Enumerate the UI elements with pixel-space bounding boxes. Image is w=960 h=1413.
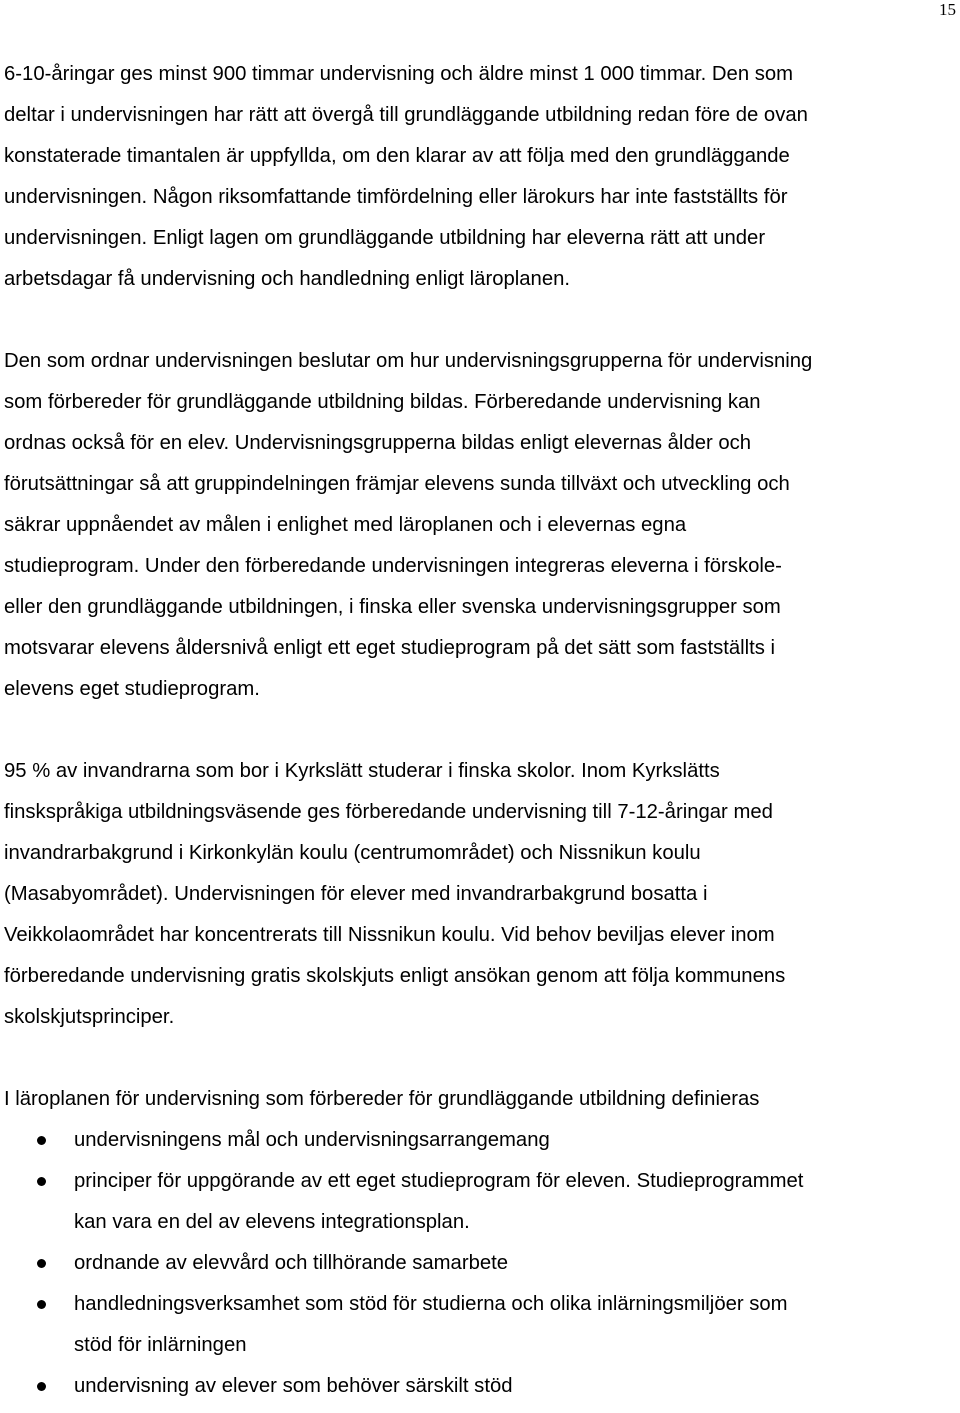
bullet-item (4, 1284, 956, 1366)
text-line: ordnande av elevvård och tillhörande samarbete (74, 1252, 509, 1274)
text-line: 95 % av invandrarna som bor i Kyrkslätt studerar i finska skolor. Inom Kyrkslätts (4, 760, 720, 782)
text-line: elevens eget studieprogram. (4, 678, 260, 700)
text-line: kan vara en del av elevens integrationsplan. (74, 1211, 470, 1233)
text-line: finskspråkiga utbildningsväsende ges förberedande undervisning till 7-12-åringar med (4, 801, 773, 823)
text-line: I läroplanen för undervisning som förbereder för grundläggande utbildning definieras (4, 1088, 760, 1110)
text-line: 6-10-åringar ges minst 900 timmar undervisning och äldre minst 1 000 timmar. Den som (4, 63, 794, 85)
text-line: invandrarbakgrund i Kirkonkylän koulu (centrumområdet) och Nissnikun koulu (4, 842, 701, 864)
bullet-item (4, 1366, 956, 1407)
bullet-list (4, 1120, 956, 1407)
text-line: motsvarar elevens åldersnivå enligt ett eget studieprogram på det sätt som fastställts i (4, 637, 776, 659)
bullet-item (4, 1120, 956, 1161)
paragraph-3 (4, 751, 956, 1038)
bullet-icon (37, 1136, 46, 1145)
text-line: studieprogram. Under den förberedande undervisningen integreras eleverna i förskole- (4, 555, 782, 577)
text-line: undervisning av elever som behöver särskilt stöd (74, 1375, 513, 1397)
text-line: handledningsverksamhet som stöd för studierna och olika inlärningsmiljöer som (74, 1293, 788, 1315)
page-number: 15 (939, 0, 956, 19)
text-line: skolskjutsprinciper. (4, 1006, 175, 1028)
bullet-icon (37, 1259, 46, 1268)
paragraph-1 (4, 54, 956, 300)
paragraph-2 (4, 341, 956, 710)
bullet-item (4, 1243, 956, 1284)
text-line: förberedande undervisning gratis skolskjuts enligt ansökan genom att följa kommunens (4, 965, 786, 987)
text-line: undervisningen. Enligt lagen om grundläggande utbildning har eleverna rätt att under (4, 227, 766, 249)
text-line: säkrar uppnåendet av målen i enlighet med läroplanen och i elevernas egna (4, 514, 687, 536)
text-line: Den som ordnar undervisningen beslutar om hur undervisningsgrupperna för undervisning (4, 350, 813, 372)
bullet-icon (37, 1382, 46, 1391)
text-line: principer för uppgörande av ett eget studieprogram för eleven. Studieprogrammet (74, 1170, 804, 1192)
text-line: konstaterade timantalen är uppfyllda, om den klarar av att följa med den grundläggande (4, 145, 790, 167)
text-line: (Masabyområdet). Undervisningen för elever med invandrarbakgrund bosatta i (4, 883, 708, 905)
text-line: undervisningens mål och undervisningsarrangemang (74, 1129, 550, 1151)
paragraph-4 (4, 1079, 956, 1120)
bullet-icon (37, 1300, 46, 1309)
text-line: förutsättningar så att gruppindelningen främjar elevens sunda tillväxt och utveckling och (4, 473, 790, 495)
text-line: eller den grundläggande utbildningen, i finska eller svenska undervisningsgrupper som (4, 596, 781, 618)
text-line: som förbereder för grundläggande utbildning bildas. Förberedande undervisning kan (4, 391, 761, 413)
text-line: stöd för inlärningen (74, 1334, 247, 1356)
text-line: undervisningen. Någon riksomfattande timfördelning eller lärokurs har inte fastställts för (4, 186, 788, 208)
text-line: ordnas också för en elev. Undervisningsgrupperna bildas enligt elevernas ålder och (4, 432, 752, 454)
text-line: deltar i undervisningen har rätt att övergå till grundläggande utbildning redan före de ovan (4, 104, 808, 126)
document-body (4, 54, 956, 1407)
text-line: Veikkolaområdet har koncentrerats till Nissnikun koulu. Vid behov beviljas elever inom (4, 924, 775, 946)
text-line: arbetsdagar få undervisning och handledning enligt läroplanen. (4, 268, 571, 290)
bullet-icon (37, 1177, 46, 1186)
bullet-item (4, 1161, 956, 1243)
